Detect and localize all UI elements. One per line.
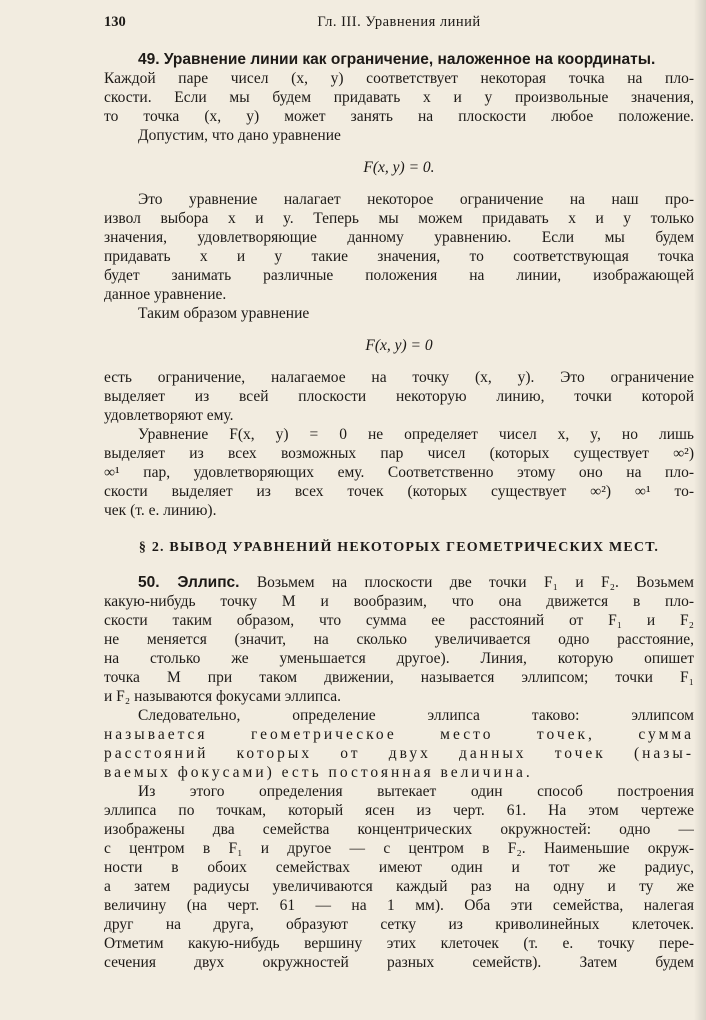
- paragraph-49-line: Каждой паре чисел (x, y) соответствует некоторая точка на пло-: [104, 70, 694, 87]
- definition-line: Следовательно, определение эллипса таково: эллипсом: [138, 707, 694, 724]
- paragraph-50-line: какую-нибудь точку M и вообразим, что она движется в пло-: [104, 593, 694, 610]
- paragraph-5-line: выделяет из всех возможных пар чисел (которых существует ∞²): [104, 445, 694, 462]
- construction-line: с центром в F₁ и другое — с центром в F₂. Наименьшие окруж-: [104, 840, 694, 857]
- paragraph-49-last: Допустим, что дано уравнение: [138, 127, 341, 144]
- page-header: [104, 14, 694, 36]
- paragraph-2-line: значения, удовлетворяющие данному уравнению. Если мы будем: [104, 229, 694, 246]
- paragraph-50-first-text: Возьмем на плоскости две точки F₁ и F₂. Возьмем: [256, 574, 694, 591]
- section-title: § 2. ВЫВОД УРАВНЕНИЙ НЕКОТОРЫХ ГЕОМЕТРИЧЕСКИХ МЕСТ.: [138, 540, 660, 555]
- paragraph-50-line: скости таким образом, что сумма ее расстояний от F₁ и F₂: [104, 612, 694, 629]
- page-number: 130: [104, 14, 126, 30]
- paragraph-4-last: удовлетворяют ему.: [104, 407, 234, 424]
- equation-1: F(x, y) = 0.: [363, 159, 435, 176]
- running-title: Гл. III. Уравнения линий: [317, 14, 481, 30]
- paragraph-5-last: чек (т. е. линию).: [104, 502, 217, 519]
- construction-line: сечения двух окружностей разных семейств). Затем будем: [104, 954, 694, 971]
- paragraph-2-line: Это уравнение налагает некоторое ограничение на наш про-: [138, 191, 694, 208]
- paragraph-49-heading-line: [104, 50, 694, 69]
- page-body: [104, 50, 694, 972]
- definition-last: ваемых фокусами) есть постоянная величина.: [104, 764, 533, 781]
- paragraph-50-line: не меняется (значит, на сколько увеличивается одно расстояние,: [104, 631, 694, 648]
- paragraph-2-line: будет занимать различные положения на линии, изображающей: [104, 267, 694, 284]
- paragraph-50-heading: 50. Эллипс.: [138, 574, 240, 591]
- definition-line: называется геометрическое место точек, сумма: [104, 726, 694, 743]
- paragraph-49-line: то точка (x, y) может занять на плоскости любое положение.: [104, 108, 694, 125]
- paragraph-4-line: выделяет из всей плоскости некоторую линию, точки которой: [104, 388, 694, 405]
- paragraph-2-line: придавать x и y такие значения, то соответствующая точка: [104, 248, 694, 265]
- construction-line: а затем радиусы увеличиваются каждый раз на одну и ту же: [104, 878, 694, 895]
- paragraph-50-first-line: [104, 573, 694, 592]
- paragraph-3-line: Таким образом уравнение: [138, 305, 310, 322]
- paragraph-5-line: скости выделяет из всех точек (которых существует ∞²) ∞¹ то-: [104, 483, 694, 500]
- construction-line: эллипса по точкам, который ясен из черт. 61. На этом чертеже: [104, 802, 694, 819]
- paragraph-2-last: данное уравнение.: [104, 286, 227, 303]
- paragraph-50-line: точка M при таком движении, называется эллипсом; точки F₁: [104, 669, 694, 686]
- construction-line: Из этого определения вытекает один способ построения: [138, 783, 694, 800]
- paragraph-5-line: Уравнение F(x, y) = 0 не определяет чисел x, y, но лишь: [138, 426, 694, 443]
- paragraph-5-line: ∞¹ пар, удовлетворяющих ему. Соответственно этому оно на пло-: [104, 464, 694, 481]
- paragraph-2-line: извол выбора x и y. Теперь мы можем придавать x и y только: [104, 210, 694, 227]
- page-edge-shadow: [694, 0, 706, 1020]
- paragraph-49-heading: 49. Уравнение линии как ограничение, наложенное на координаты.: [138, 51, 656, 68]
- paragraph-49-line: скости. Если мы будем придавать x и y произвольные значения,: [104, 89, 694, 106]
- paragraph-50-line: на столько же уменьшается другое). Линия, которую опишет: [104, 650, 694, 667]
- construction-line: друг на друга, образуют сетку из криволинейных клеточек.: [104, 916, 694, 933]
- construction-line: Отметим какую-нибудь вершину этих клеточек (т. е. точку пере-: [104, 935, 694, 952]
- construction-line: ности в обоих семействах имеют один и тот же радиус,: [104, 859, 694, 876]
- equation-2: F(x, y) = 0: [365, 337, 433, 354]
- construction-line: изображены два семейства концентрических окружностей: одно —: [104, 821, 694, 838]
- paragraph-50-last: и F₂ называются фокусами эллипса.: [104, 688, 342, 705]
- definition-line: расстояний которых от двух данных точек (назы-: [104, 745, 694, 762]
- construction-line: величину (на черт. 61 — на 1 мм). Оба эти семейства, налегая: [104, 897, 694, 914]
- paragraph-4-line: есть ограничение, налагаемое на точку (x, y). Это ограничение: [104, 369, 694, 386]
